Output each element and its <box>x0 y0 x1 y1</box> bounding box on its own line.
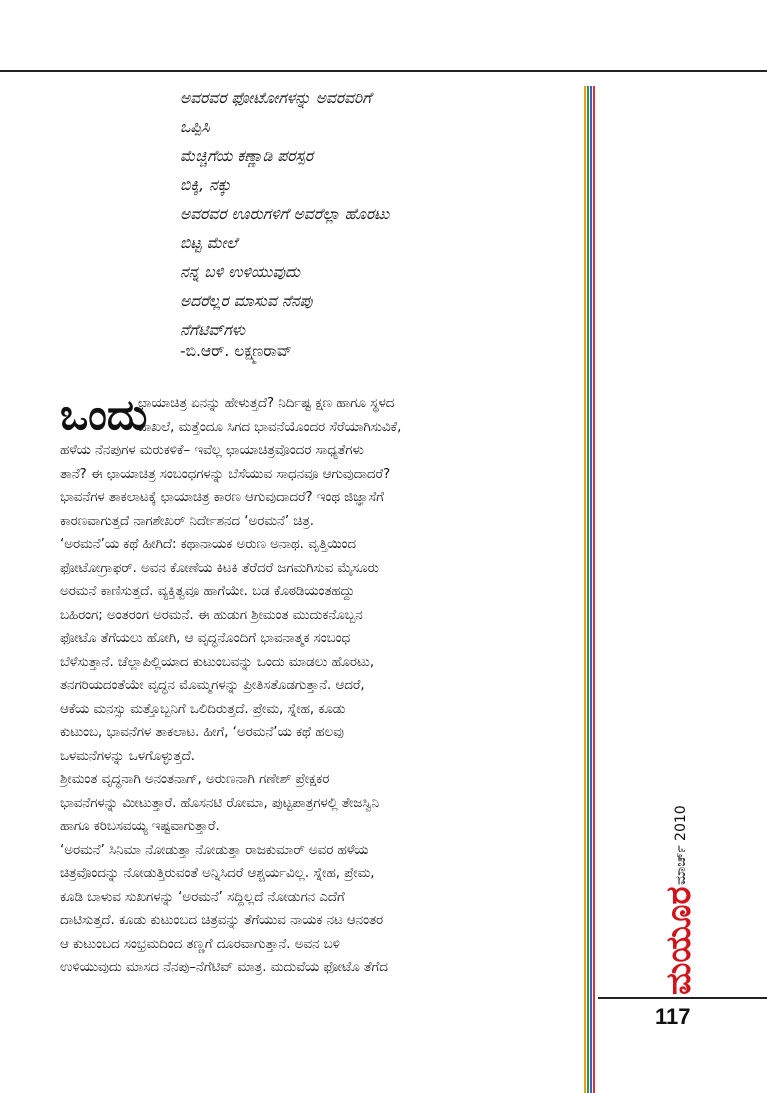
issue-date-text: ಮಾರ್ಚ್ 2010 <box>673 805 689 885</box>
page-number: 117 <box>655 1004 691 1029</box>
text-line: ಫೋಟೊ ತೆಗೆಯಲು ಹೋಗಿ, ಆ ವೃದ್ಧನೊಂದಿಗೆ ಭಾವನಾತ್ಮಕ ಸಂಬಂಧ <box>60 631 351 646</box>
poem-line: ನನ್ನ ಬಳಿ ಉಳಿಯುವುದು <box>180 263 301 281</box>
masthead <box>655 886 715 995</box>
text-line: ಉಳಿಯುವುದು ಮಾಸದ ನೆನಪು–ನೆಗೆಟಿವ್ ಮಾತ್ರ. ಮದುವೆಯ ಫೋಟೊ ತೆಗೆದ <box>60 960 388 975</box>
text-line: ಛಾಯಾಚಿತ್ರ ಏನನ್ನು ಹೇಳುತ್ತದೆ? ನಿರ್ದಿಷ್ಟ ಕ್ಷಣ ಹಾಗೂ ಸ್ಥಳದ <box>138 396 395 411</box>
poem <box>180 84 560 345</box>
paragraph-3 <box>60 768 532 839</box>
text-line: ದಾಖಲೆ, ಮತ್ತೆಂದೂ ಸಿಗದ ಭಾವನೆಯೊಂದರ ಸೆರೆಯಾಗಿಸುವಿಕೆ, <box>138 419 402 435</box>
poem-line: ಮೆಚ್ಚಿಗೆಯ ಕಣ್ಣಾಡಿ ಪರಸ್ಪರ <box>180 147 314 165</box>
text-line: ಬೆಳೆಸುತ್ತಾನೆ. ಚೆಲ್ಲಾಪಿಲ್ಲಿಯಾದ ಕುಟುಂಬವನ್ನು ಒಂದು ಮಾಡಲು ಹೊರಟು, <box>60 654 375 670</box>
masthead-logo: ಮಯೂರ <box>659 886 699 995</box>
text-line: ಕೂಡಿ ಬಾಳುವ ಸುಖಗಳನ್ನು ‘ಅರಮನೆ’ ಸದ್ದಿಲ್ಲದೆ ನೋಡುಗನ ಎದೆಗೆ <box>60 889 345 905</box>
text-line: ತನಗರಿಯದಂತೆಯೇ ವೃದ್ಧನ ಮೊಮ್ಮಗಳನ್ನು ಪ್ರೀತಿಸತೊಡಗುತ್ತಾನೆ. ಆದರೆ, <box>60 678 365 693</box>
article-body <box>60 392 532 980</box>
top-rule <box>0 70 767 72</box>
poem-line: ನೆಗೆಟಿವ್‌ಗಳು <box>180 321 246 339</box>
text-line: ದಾಟಿಸುತ್ತದೆ. ಕೂಡು ಕುಟುಂಬದ ಚಿತ್ರವನ್ನು ತೆಗೆಯುವ ನಾಯಕ ನಟ ಆನಂತರ <box>60 913 384 928</box>
poem-line: ಬಿಕ್ಕಿ, ನಕ್ಕು <box>180 176 231 194</box>
text-line: ಭಾವನೆಗಳ ತಾಕಲಾಟಕ್ಕೆ ಛಾಯಾಚಿತ್ರ ಕಾರಣ ಆಗುವುದಾದರೆ? ಇಂಥ ಜಿಜ್ಞಾಸೆಗೆ <box>60 490 384 505</box>
stripe <box>590 86 592 1093</box>
text-line: ಫೋಟೋಗ್ರಾಫರ್. ಅವನ ಕೋಣೆಯ ಕಿಟಕಿ ತೆರೆದರೆ ಜಗಮಗಿಸುವ ಮೈಸೂರು <box>60 560 379 576</box>
poem-line: ಅವರವರ ಫೋಟೋಗಳನ್ನು ಅವರವರಿಗೆ <box>180 89 372 107</box>
text-line: ಶ್ರೀಮಂತ ವೃದ್ಧನಾಗಿ ಅನಂತನಾಗ್, ಅರುಣನಾಗಿ ಗಣೇಶ್ ಪ್ರೇಕ್ಷಕರ <box>60 772 330 787</box>
poem-attribution: -ಬಿ.ಆರ್. ಲಕ್ಷ್ಮಣರಾವ್ <box>180 342 292 360</box>
stripe <box>587 86 589 1093</box>
stripe <box>593 86 595 1093</box>
text-line: ಹಳೆಯ ನೆನಪುಗಳ ಮರುಕಳಿಕೆ– ಇವೆಲ್ಲ ಛಾಯಾಚಿತ್ರವೊಂದರ ಸಾಧ್ಯತೆಗಳು <box>60 443 364 458</box>
text-line: ಆಕೆಯ ಮನಸ್ಸು ಮತ್ತೊಬ್ಬನಿಗೆ ಒಲಿದಿರುತ್ತದೆ. ಪ್ರೇಮ, ಸ್ನೇಹ, ಕೂಡು <box>60 701 346 717</box>
stripe <box>584 86 586 1093</box>
text-line: ಕಾರಣವಾಗುತ್ತದೆ ನಾಗಶೇಖರ್ ನಿರ್ದೇಶನದ ‘ಅರಮನೆ’ ಚಿತ್ರ. <box>60 513 315 529</box>
text-line: ಅರಮನೆ ಕಾಣಿಸುತ್ತದೆ. ವ್ಯಕ್ತಿತ್ವವೂ ಹಾಗೆಯೇ. ಬಡ ಕೊಠಡಿಯಂತಹದ್ದು <box>60 584 355 599</box>
drop-cap: ಒಂದು <box>60 390 148 439</box>
poem-line: ಬಿಟ್ಟ ಮೇಲೆ <box>180 234 238 252</box>
poem-line: ಅದರೆಲ್ಲರ ಮಾಸುವ ನೆನಪು <box>180 292 313 310</box>
text-line: ಚಿತ್ರವೊಂದನ್ನು ನೋಡುತ್ತಿರುವಂತೆ ಅನ್ನಿಸಿದರೆ ಆಶ್ಚರ್ಯವಿಲ್ಲ. ಸ್ನೇಹ, ಪ್ರೇಮ, <box>60 866 375 881</box>
text-line: ಕುಟುಂಬ, ಭಾವನೆಗಳ ತಾಕಲಾಟ. ಹೀಗೆ, ‘ಅರಮನೆ’ಯ ಕಥೆ ಹಲವು <box>60 725 344 740</box>
text-line: ‘ಅರಮನೆ’ಯ ಕಥೆ ಹೀಗಿದೆ: ಕಥಾನಾಯಕ ಅರುಣ ಅನಾಥ. ವೃತ್ತಿಯಿಂದ <box>60 537 356 552</box>
page-number-rule <box>598 997 767 999</box>
text-line: ಆ ಕುಟುಂಬದ ಸಂಭ್ರಮದಿಂದ ತಣ್ಣಗೆ ದೂರವಾಗುತ್ತಾನೆ. ಅವನ ಬಳಿ <box>60 936 340 952</box>
poem-line: ಒಪ್ಪಿಸಿ <box>180 118 210 136</box>
text-line: ಒಳಮನೆಗಳನ್ನು ಒಳಗೊಳ್ಳುತ್ತದೆ. <box>60 748 195 764</box>
paragraph-4 <box>60 839 532 980</box>
text-line: ಹಾಗೂ ಕರಿಬಸವಯ್ಯ ಇಷ್ಟವಾಗುತ್ತಾರೆ. <box>60 819 220 834</box>
poem-line: ಅವರವರ ಊರುಗಳಿಗೆ ಅವರೆಲ್ಲಾ ಹೊರಟು <box>180 205 390 223</box>
decorative-stripes <box>584 86 598 1093</box>
text-line: ಬಹಿರಂಗ; ಅಂತರಂಗ ಅರಮನೆ. ಈ ಹುಡುಗ ಶ್ರೀಮಂತ ಮುದುಕನೊಬ್ಬನ <box>60 607 363 623</box>
paragraph-2 <box>60 533 532 768</box>
text-line: ತಾನೆ? ಈ ಛಾಯಾಚಿತ್ರ ಸಂಬಂಧಗಳನ್ನು ಬೆಸೆಯುವ ಸಾಧನವೂ ಆಗುವುದಾದರೆ? <box>60 466 391 482</box>
issue-date <box>665 795 725 885</box>
paragraph-1 <box>60 392 532 533</box>
text-line: ಭಾವನೆಗಳನ್ನು ಮೀಟುತ್ತಾರೆ. ಹೊಸನಟಿ ರೋಮಾ, ಪುಟ್ಟಪಾತ್ರಗಳಲ್ಲಿ ತೇಜಸ್ವಿನಿ <box>60 795 380 811</box>
text-line: ‘ಅರಮನೆ’ ಸಿನಿಮಾ ನೋಡುತ್ತಾ ನೋಡುತ್ತಾ ರಾಜಕುಮಾರ್ ಅವರ ಹಳೆಯ <box>60 842 369 858</box>
